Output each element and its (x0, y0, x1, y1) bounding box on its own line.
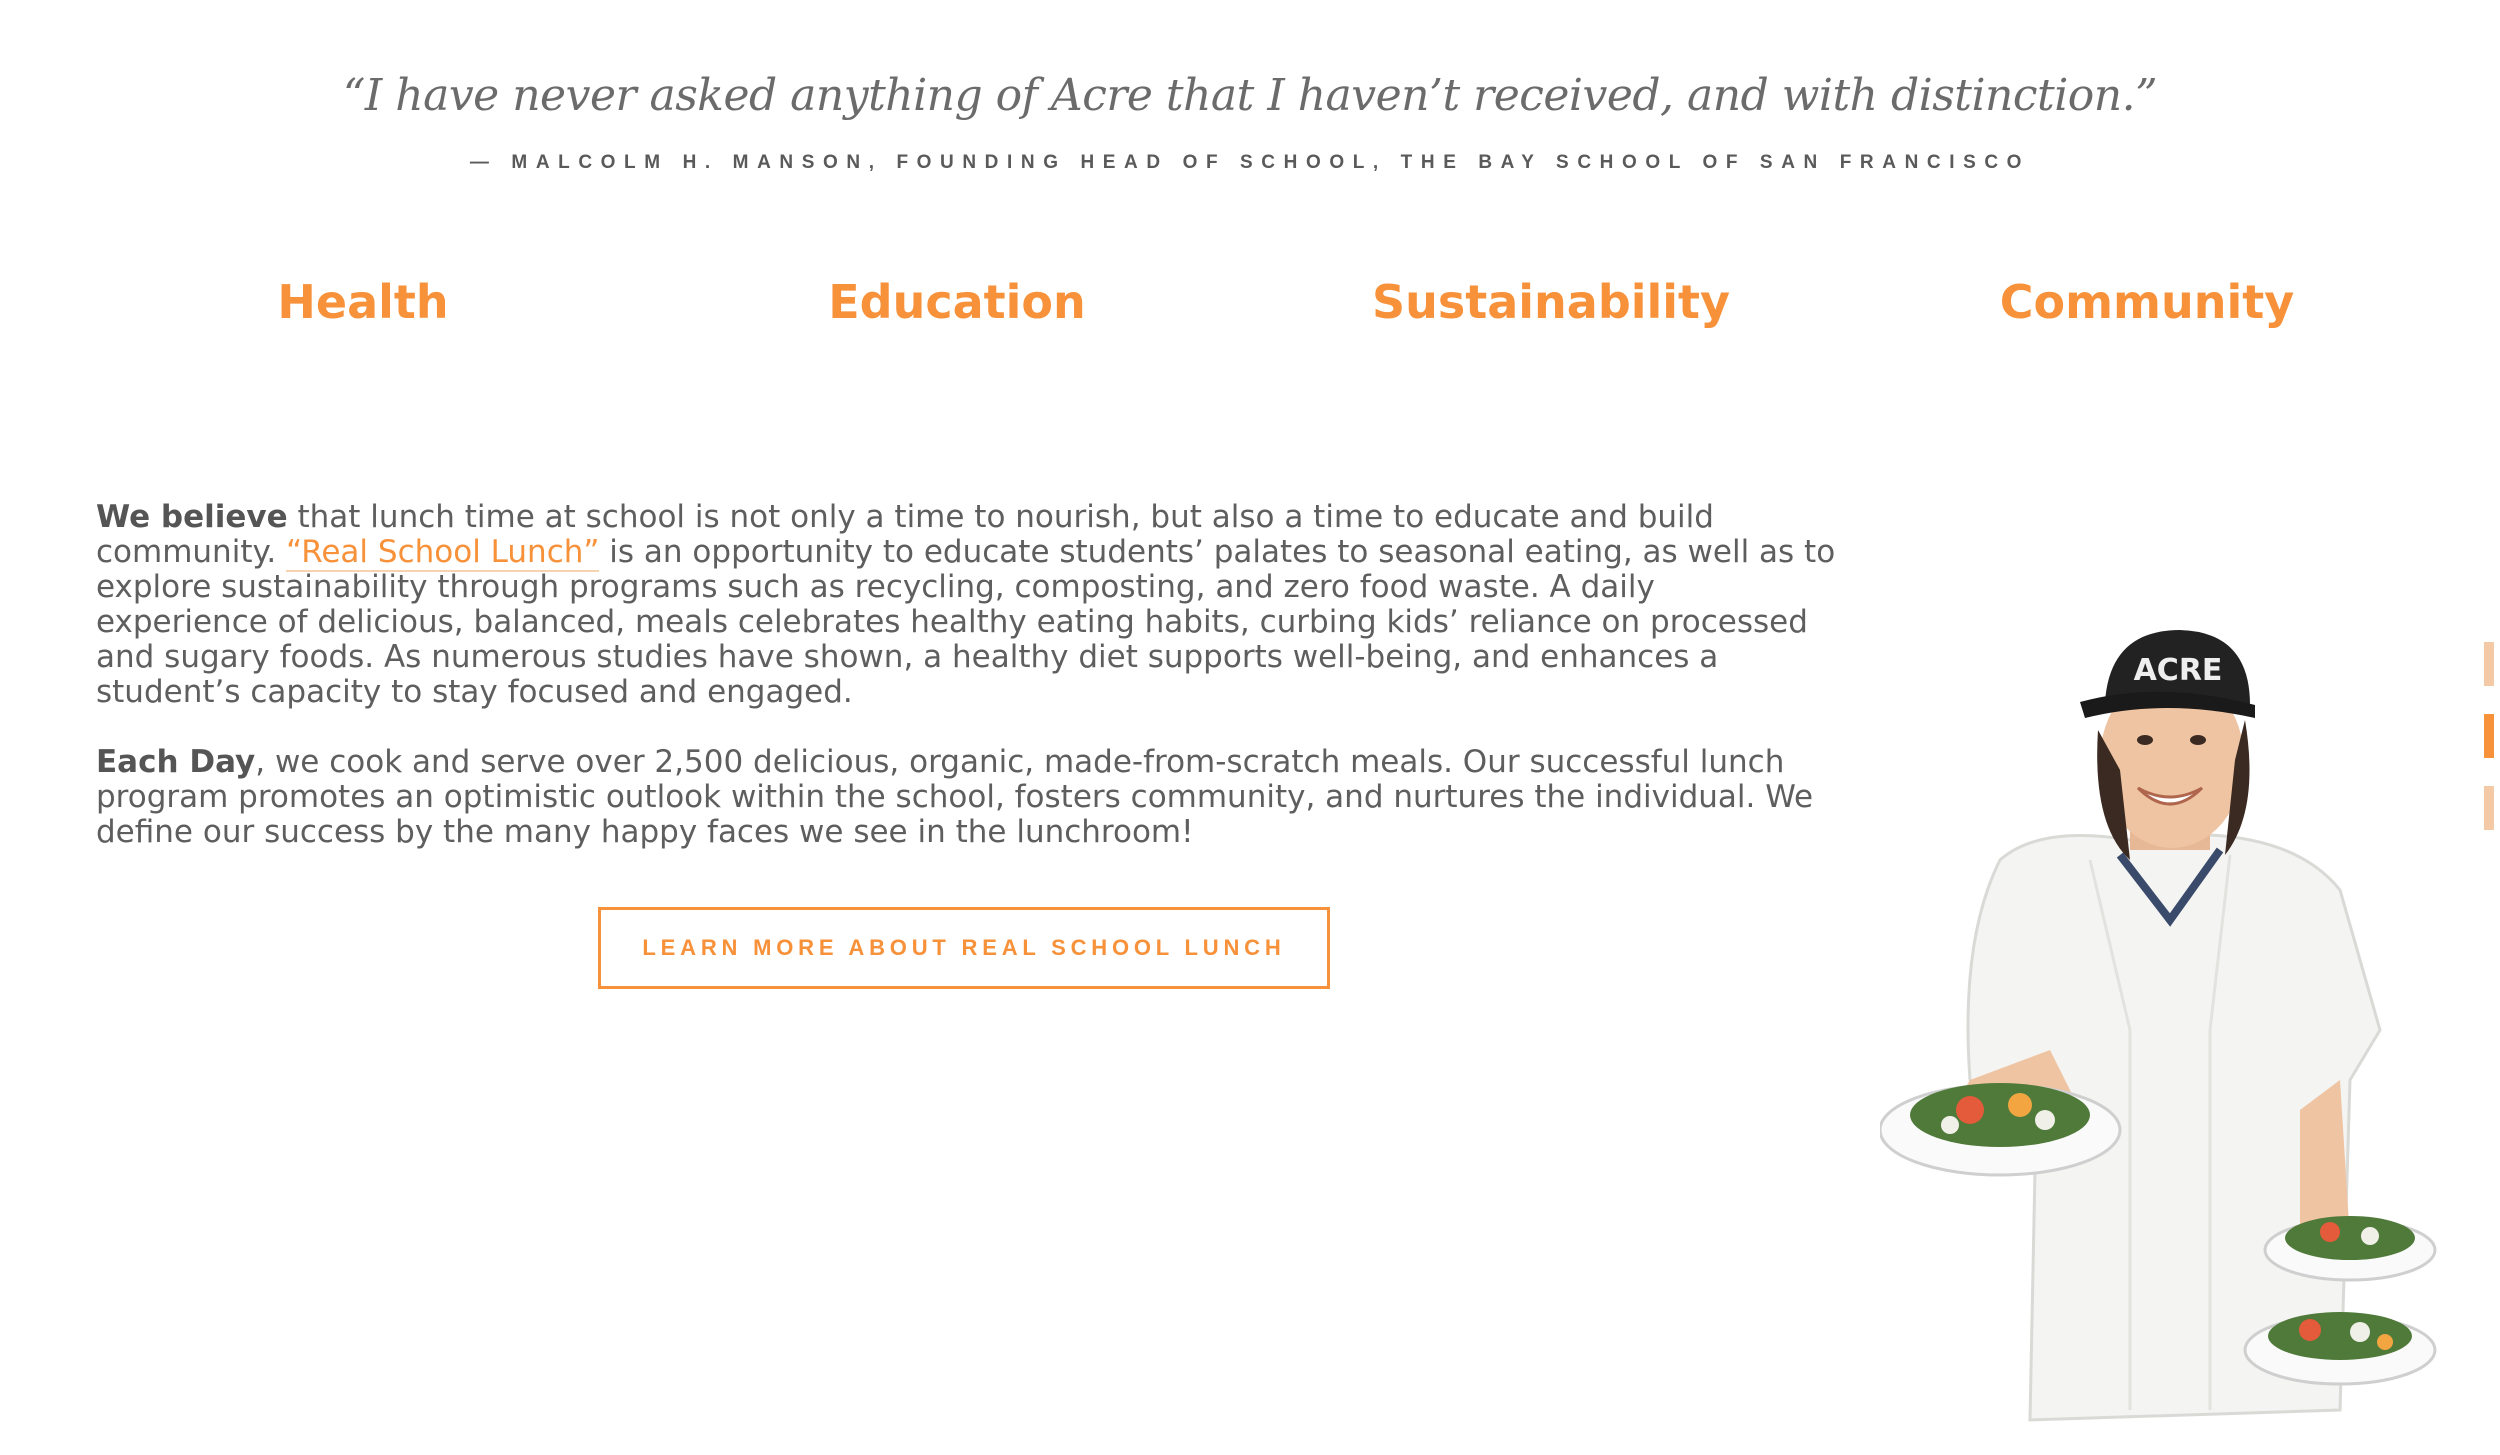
testimonial-attribution: — MALCOLM H. MANSON, FOUNDING HEAD OF SCHOOL, THE BAY SCHOOL OF SAN FRANCISCO (469, 152, 2031, 173)
cap-logo: ACRE (2133, 653, 2223, 688)
testimonial-quote: “I have never asked anything of Acre that I haven’t received, and with distinction.” (342, 70, 2158, 121)
learn-more-button[interactable]: LEARN MORE ABOUT REAL SCHOOL LUNCH (598, 907, 1330, 989)
mission-paragraph-2 (96, 745, 1836, 850)
mission-text (96, 500, 1836, 885)
section-nav-dot-2[interactable] (2484, 714, 2494, 758)
pillar-community[interactable]: Community (1999, 275, 2295, 329)
we-believe-lead: We believe (96, 499, 288, 535)
pillars-row (0, 275, 2500, 345)
section-nav-dot-1[interactable] (2484, 642, 2494, 686)
pillar-education[interactable]: Education (828, 275, 1086, 329)
mission-paragraph-1 (96, 500, 1836, 710)
p2-text: , we cook and serve over 2,500 delicious, organic, made-from-scratch meals. Our successful lunch program promotes an optimistic outlook within the school, fosters community, and nurtures the individual. We define our success by the many happy faces we see in the lunchroom! (96, 744, 1814, 850)
section-nav-dot-3[interactable] (2484, 786, 2494, 830)
p1-text-b: is an opportunity to educate students’ palates to seasonal eating, as well as to explore sustainability through programs such as recycling, composting, and zero food waste. A daily experience of delicious, balanced, meals celebrates healthy eating habits, curbing kids’ reliance on processed and sugary foods. As numerous studies have shown, a healthy diet supports well-being, and enhances a student’s capacity to stay focused and engaged. (96, 534, 1836, 710)
pillar-sustainability[interactable]: Sustainability (1371, 275, 1731, 329)
real-school-lunch-link[interactable]: “Real School Lunch” (286, 534, 600, 570)
p1-text-a: that lunch time at school is not only a time to nourish, but also a time to educate and build community. (96, 499, 1714, 570)
each-day-lead: Each Day (96, 744, 256, 780)
chef-photo (1880, 610, 2440, 1430)
pillar-health[interactable]: Health (277, 275, 449, 329)
